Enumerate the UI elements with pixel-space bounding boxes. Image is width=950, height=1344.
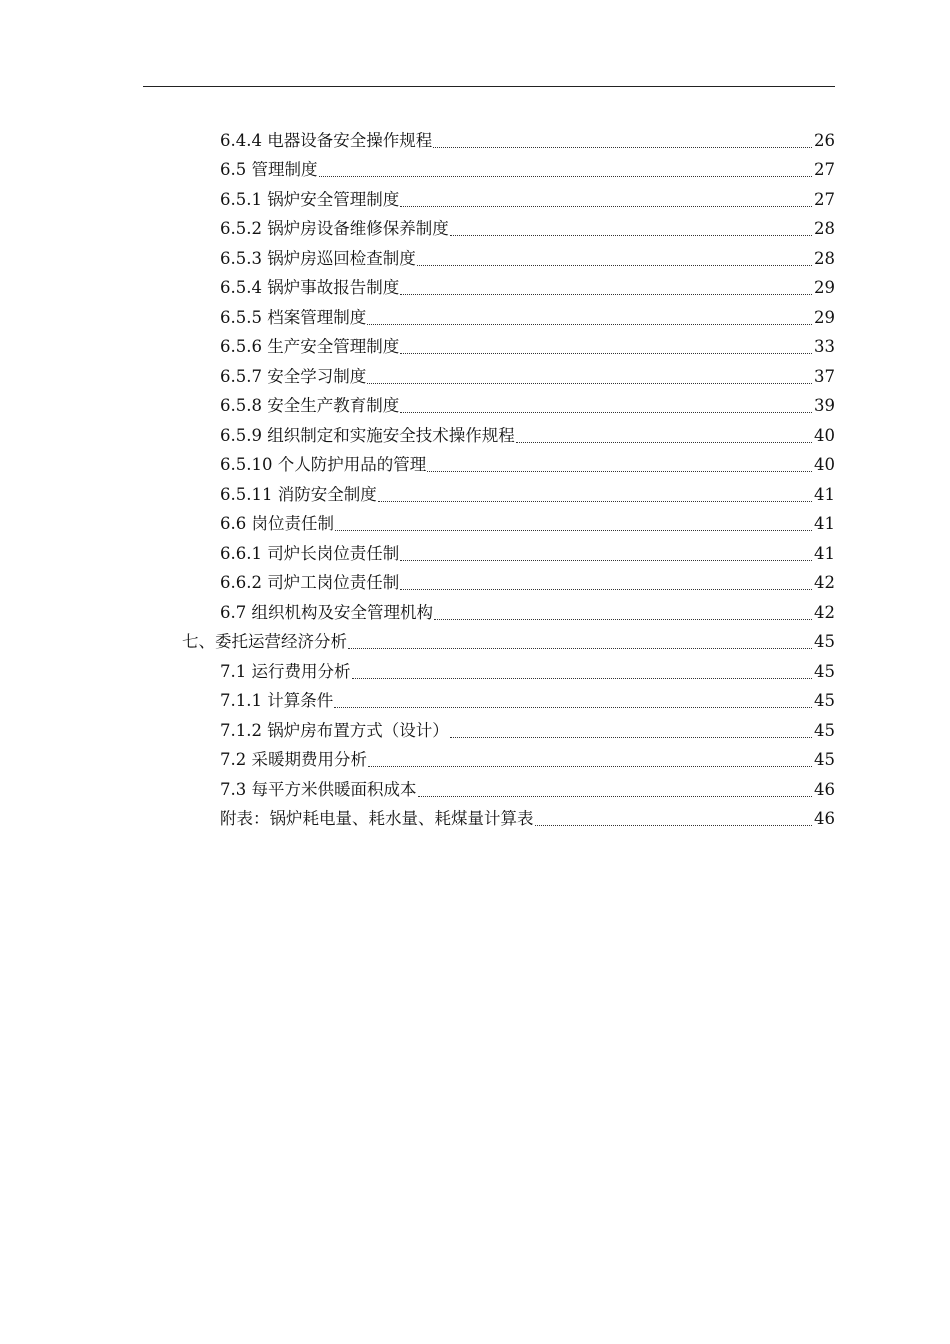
toc-dot-leader (418, 796, 813, 797)
toc-entry[interactable] (0, 244, 950, 274)
toc-entry[interactable] (0, 185, 950, 215)
toc-entry-title: 7.1.1 计算条件 (220, 691, 334, 710)
toc-entry-title: 6.5.5 档案管理制度 (220, 307, 367, 327)
toc-dot-leader (535, 825, 813, 826)
toc-entry-page-number: 29 (814, 307, 835, 327)
toc-entry-page-number: 45 (814, 691, 835, 710)
toc-dot-leader (368, 766, 812, 767)
toc-entry-page-number: 41 (814, 514, 835, 533)
toc-dot-leader (427, 471, 812, 472)
toc-entry[interactable] (0, 392, 950, 422)
toc-entry-title: 6.5.9 组织制定和实施安全技术操作规程 (220, 425, 515, 445)
toc-entry[interactable] (0, 510, 950, 540)
toc-entry[interactable] (0, 215, 950, 245)
toc-entry[interactable] (0, 598, 950, 628)
toc-entry[interactable] (0, 805, 950, 835)
toc-dot-leader (400, 560, 812, 561)
toc-entry-page-number: 40 (814, 455, 835, 474)
toc-dot-leader (400, 589, 812, 590)
toc-entry[interactable] (0, 569, 950, 599)
toc-entry-page-number: 46 (814, 779, 835, 799)
toc-dot-leader (400, 353, 812, 354)
toc-entry-title: 6.5.8 安全生产教育制度 (220, 396, 400, 415)
toc-dot-leader (516, 442, 812, 443)
toc-entry-page-number: 45 (814, 661, 835, 681)
toc-entry[interactable] (0, 156, 950, 186)
toc-entry-page-number: 39 (814, 396, 835, 415)
toc-dot-leader (319, 176, 813, 177)
toc-entry-title: 6.5.2 锅炉房设备维修保养制度 (220, 219, 449, 238)
toc-dot-leader (378, 501, 812, 502)
toc-entry-title: 6.6.2 司炉工岗位责任制 (220, 573, 400, 592)
toc-entry-page-number: 27 (814, 160, 835, 179)
toc-dot-leader (450, 235, 812, 236)
toc-entry-title: 6.5.7 安全学习制度 (220, 366, 367, 386)
toc-entry-page-number: 41 (814, 543, 835, 563)
toc-entry-title: 6.5.6 生产安全管理制度 (220, 337, 400, 356)
toc-entry-page-number: 45 (814, 632, 835, 651)
toc-entry-title: 7.3 每平方米供暖面积成本 (220, 779, 417, 799)
toc-entry[interactable] (0, 451, 950, 481)
toc-dot-leader (400, 412, 812, 413)
toc-entry-title: 6.6.1 司炉长岗位责任制 (220, 543, 400, 563)
toc-entry-page-number: 27 (814, 189, 835, 209)
toc-entry-page-number: 45 (814, 720, 835, 740)
toc-entry-title: 6.7 组织机构及安全管理机构 (220, 602, 433, 622)
toc-entry-title: 6.5.1 锅炉安全管理制度 (220, 189, 400, 209)
toc-entry-title: 7.1.2 锅炉房布置方式（设计） (220, 720, 449, 740)
toc-entry-page-number: 29 (814, 278, 835, 297)
toc-entry[interactable] (0, 746, 950, 776)
toc-entry-page-number: 26 (814, 130, 835, 150)
toc-entry-title: 6.6 岗位责任制 (220, 514, 334, 533)
toc-entry-page-number: 46 (814, 809, 835, 828)
toc-entry-page-number: 28 (814, 248, 835, 268)
toc-dot-leader (400, 294, 812, 295)
toc-entry[interactable] (0, 303, 950, 333)
header-rule (143, 86, 835, 87)
toc-dot-leader (348, 648, 812, 649)
toc-entry-title: 6.5 管理制度 (220, 160, 318, 179)
toc-entry-page-number: 42 (814, 573, 835, 592)
table-of-contents (0, 126, 950, 834)
toc-dot-leader (417, 265, 812, 266)
toc-entry[interactable] (0, 421, 950, 451)
toc-entry-page-number: 28 (814, 219, 835, 238)
toc-entry-title: 7.2 采暖期费用分析 (220, 750, 367, 769)
toc-entry-title: 七、委托运营经济分析 (182, 632, 347, 651)
toc-dot-leader (433, 147, 812, 148)
toc-entry[interactable] (0, 687, 950, 717)
toc-entry[interactable] (0, 628, 950, 658)
toc-entry-title: 7.1 运行费用分析 (220, 661, 351, 681)
toc-entry-title: 6.5.10 个人防护用品的管理 (220, 455, 427, 474)
toc-entry[interactable] (0, 539, 950, 569)
toc-entry-page-number: 37 (814, 366, 835, 386)
toc-dot-leader (367, 383, 812, 384)
toc-entry-title: 6.4.4 电器设备安全操作规程 (220, 130, 433, 150)
toc-entry[interactable] (0, 480, 950, 510)
toc-entry[interactable] (0, 657, 950, 687)
toc-dot-leader (352, 678, 813, 679)
toc-entry[interactable] (0, 716, 950, 746)
toc-dot-leader (335, 530, 812, 531)
toc-entry-title: 6.5.3 锅炉房巡回检查制度 (220, 248, 416, 268)
toc-entry-title: 6.5.11 消防安全制度 (220, 484, 377, 504)
toc-dot-leader (334, 707, 812, 708)
toc-dot-leader (434, 619, 812, 620)
toc-dot-leader (400, 206, 812, 207)
toc-entry[interactable] (0, 333, 950, 363)
toc-entry[interactable] (0, 362, 950, 392)
toc-entry[interactable] (0, 274, 950, 304)
toc-entry-page-number: 45 (814, 750, 835, 769)
toc-entry-page-number: 40 (814, 425, 835, 445)
toc-entry-page-number: 41 (814, 484, 835, 504)
toc-entry[interactable] (0, 126, 950, 156)
toc-dot-leader (367, 324, 812, 325)
toc-dot-leader (450, 737, 812, 738)
toc-entry-title: 6.5.4 锅炉事故报告制度 (220, 278, 400, 297)
toc-entry-title: 附表：锅炉耗电量、耗水量、耗煤量计算表 (220, 809, 534, 828)
toc-entry-page-number: 33 (814, 337, 835, 356)
toc-entry[interactable] (0, 775, 950, 805)
toc-entry-page-number: 42 (814, 602, 835, 622)
